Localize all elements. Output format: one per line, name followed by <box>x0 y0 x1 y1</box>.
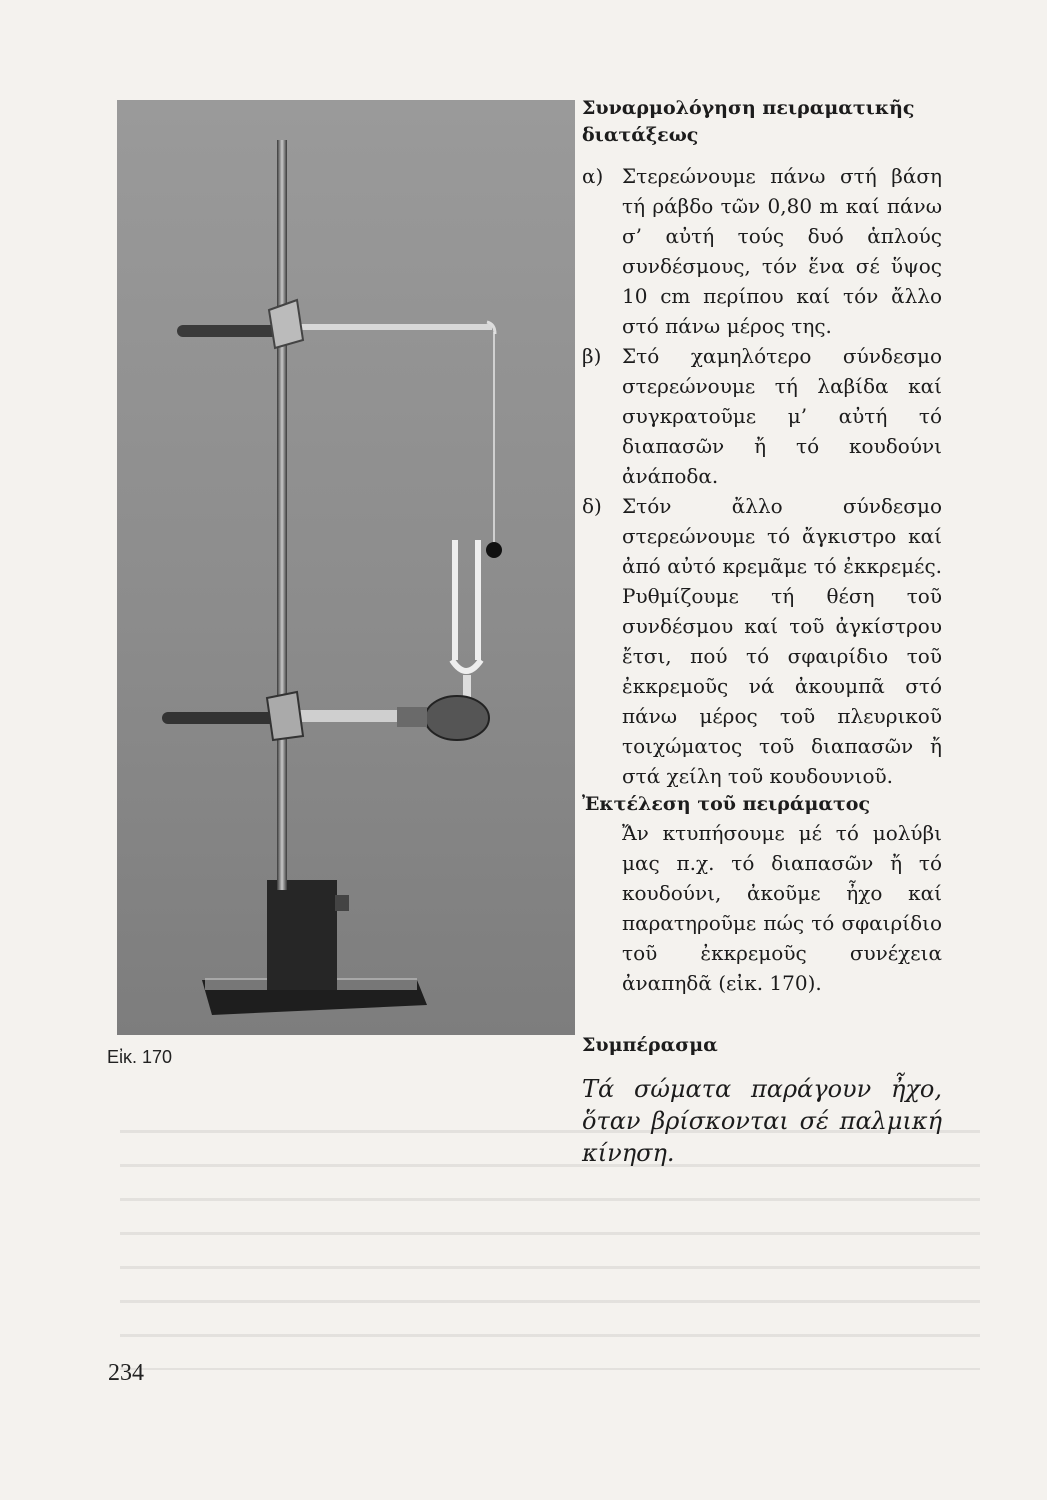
upper-arm-rod <box>282 324 492 330</box>
page-number: 234 <box>108 1360 144 1386</box>
lower-clamp <box>267 692 303 740</box>
fork-holder <box>425 696 489 740</box>
setup-heading: Συναρμολόγηση πειραματικῆς διατάξεως <box>582 97 915 146</box>
apparatus-photo <box>117 100 575 1035</box>
upper-clamp <box>269 300 303 348</box>
setup-step <box>582 161 942 341</box>
step-label: β) <box>582 344 602 368</box>
text-column <box>582 95 942 1169</box>
vertical-rod <box>277 140 287 890</box>
tuning-fork-prong-left <box>452 540 458 660</box>
step-text: Στερεώνουμε πάνω στή βάση τή ράβδο τῶν 0,80 m καί πάνω σ’ αὐτή τούς δυό ἁπλούς συνδέσμους, τόν ἕνα σέ ὕψος 10 cm περίπου καί τόν ἄλλο στό πάνω μέρος της. <box>622 164 942 338</box>
execution-text: Ἄν κτυπήσουμε μέ τό μολύβι μας π.χ. τό διαπασῶν ἤ τό κουδούνι, ἀκοῦμε ἦχο καί παρατηροῦμε πώς τό σφαιρίδιο τοῦ ἐκκρεμοῦς συνέχεια ἀναπηδᾶ (εἰκ. 170). <box>622 821 942 995</box>
figure-caption: Εἰκ. 170 <box>107 1047 173 1067</box>
step-label: α) <box>582 164 604 188</box>
pendulum-ball <box>486 542 502 558</box>
setup-step <box>582 491 942 791</box>
step-text: Στόν ἄλλο σύνδεσμο στερεώνουμε τό ἄγκιστρο καί ἀπό αὐτό κρεμᾶμε τό ἐκκρεμές. Ρυθμίζουμε τή θέση τοῦ συνδέσμου καί τοῦ ἀγκίστρου ἔτσι, πού τό σφαιρίδιο τοῦ ἐκκρεμοῦς νά ἀκουμπᾶ στό πάνω μέρος τοῦ πλευρικοῦ τοιχώματος τοῦ διαπασῶν ἤ στά χείλη τοῦ κουδουνιοῦ. <box>622 494 942 788</box>
conclusion-text: Τά σώματα παράγουν ἦχο, ὅταν βρίσκονται σέ παλμική κίνηση. <box>582 1075 942 1167</box>
step-label: δ) <box>582 494 602 518</box>
tuning-fork-prong-right <box>475 540 481 660</box>
upper-arm-handle <box>177 325 287 337</box>
conclusion-heading: Συμπέρασμα <box>582 1034 718 1056</box>
base-column <box>267 880 337 990</box>
execution-heading: Ἐκτέλεση τοῦ πειράματος <box>582 793 871 815</box>
setup-step <box>582 341 942 491</box>
step-text: Στό χαμηλότερο σύνδεσμο στερεώνουμε τή λαβίδα καί συγκρατοῦμε μ’ αὐτή τό διαπασῶν ἤ τό κουδούνι ἀνάποδα. <box>622 344 942 488</box>
apparatus-illustration <box>117 100 575 1035</box>
